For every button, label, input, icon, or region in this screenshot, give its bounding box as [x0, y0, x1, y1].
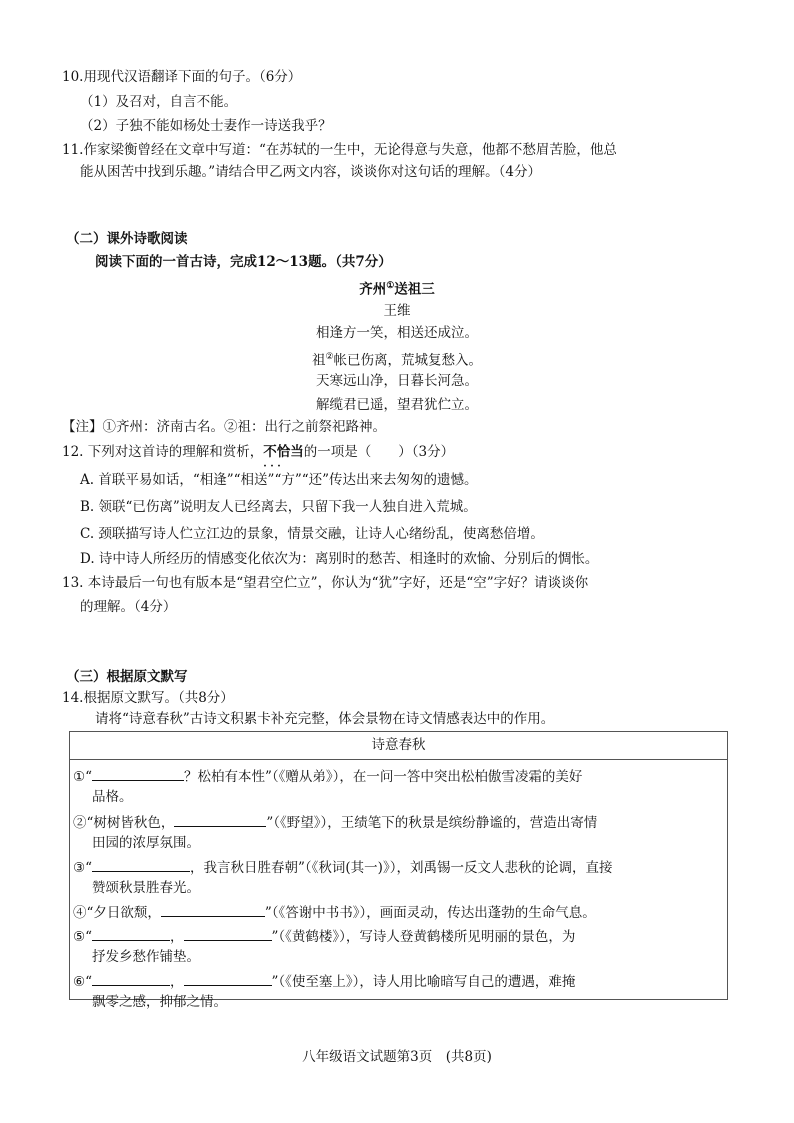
card-row-1: [73, 766, 582, 787]
card-row-5-text: ”（《黄鹤楼》），写诗人登黄鹤楼所见明丽的景色，为: [271, 929, 576, 945]
card-row-5-sep: ，: [170, 929, 184, 945]
card-row-1-start: ①“: [73, 769, 93, 785]
q10-item-2: （2）子独不能如杨处士妻作一诗送我乎？: [80, 118, 332, 134]
card-row-3: [73, 857, 612, 878]
poem-title-text-2: 送祖三: [394, 281, 435, 298]
q12-stem: [62, 442, 454, 462]
section2-title: （二）课外诗歌阅读: [66, 231, 188, 247]
blank-3[interactable]: [92, 857, 190, 872]
card-row-5: [73, 926, 575, 947]
poem-line-2-pre: 祖: [311, 352, 326, 369]
poem-line-1: 相逢方一笑，相送还成泣。: [316, 325, 478, 341]
poem-line-4: 解缆君已遥，望君犹伫立。: [316, 397, 478, 413]
q11-line-2: 能从困苦中找到乐趣。”请结合甲乙两文内容，谈谈你对这句话的理解。（4分）: [80, 164, 541, 180]
blank-6a[interactable]: [92, 971, 170, 986]
q10-item-1: （1）及召对，自言不能。: [80, 94, 238, 110]
card-row-2-cont: 田园的浓厚氛围。: [92, 835, 200, 851]
card-row-6-sep: ，: [170, 974, 184, 990]
note-mark-2: ②: [325, 352, 334, 362]
q12-stem-pre: 12. 下列对这首诗的理解和赏析，: [62, 444, 264, 460]
card-row-3-cont: 赞颂秋景胜春光。: [92, 880, 200, 896]
blank-4[interactable]: [161, 902, 265, 917]
poem-line-2-post: 帐已伤离，荒城复愁入。: [333, 352, 483, 369]
blank-6b[interactable]: [184, 971, 272, 986]
q12-emphasis: 不恰当 · · ·: [263, 444, 304, 460]
card-title: 诗意春秋: [70, 732, 727, 760]
q11-line-1: 11.作家梁衡曾经在文章中写道：“在苏轼的一生中，无论得意与失意，他都不愁眉苦脸，他总: [62, 142, 617, 158]
section3-title: （三）根据原文默写: [66, 669, 188, 685]
poem-line-2: [0, 347, 794, 371]
poem-title-text: 齐州: [359, 281, 387, 298]
poem-line-3: 天寒远山净，日暮长河急。: [316, 373, 478, 389]
card-row-5-start: ⑤“: [73, 929, 93, 945]
card-row-2-text: ”（《野望》），王绩笔下的秋景是缤纷静谧的，营造出寄情: [266, 815, 598, 831]
blank-5b[interactable]: [184, 926, 272, 941]
q12-option-c: C. 颈联描写诗人伫立江边的景象，情景交融，让诗人心绪纷乱，使离愁倍增。: [80, 526, 544, 542]
q13-line-2: 的理解。（4分）: [80, 599, 177, 615]
q12-option-a: A. 首联平易如话，“相逢”“相送”“方”“还”传达出来去匆匆的遗憾。: [80, 472, 478, 488]
card-row-4: [73, 902, 596, 923]
q12-option-d: D. 诗中诗人所经历的情感变化依次为：离别时的愁苦、相逢时的欢愉、分别后的惆怅。: [80, 551, 599, 567]
card-row-6-cont: 飘零之感，抑郁之情。: [92, 994, 227, 1010]
poem-note: 【注】①齐州：济南古名。②祖：出行之前祭祀路神。: [62, 419, 386, 435]
card-row-1-text: ？松柏有本性”（《赠从弟》），在一问一答中突出松柏傲雪凌霜的美好: [184, 769, 583, 785]
page-footer: 八年级语文试题第3页 (共8页): [302, 1049, 492, 1065]
blank-2[interactable]: [174, 812, 266, 827]
card-row-2: [73, 812, 597, 833]
q14-stem: 14.根据原文默写。（共8分）: [62, 690, 234, 706]
card-row-6-text: ”（《使至塞上》），诗人用比喻暗写自己的遭遇，难掩: [271, 974, 576, 990]
card-row-4-start: ④“夕日欲颓，: [73, 905, 161, 921]
blank-1[interactable]: [92, 766, 184, 781]
card-row-3-start: ③“: [73, 860, 93, 876]
card-row-3-text: ，我言秋日胜春朝”（《秋词(其一)》），刘禹锡一反文人悲秋的论调，直接: [190, 860, 613, 876]
poem-author: 王维: [383, 303, 411, 319]
card-row-5-cont: 抒发乡愁作铺垫。: [92, 949, 200, 965]
card-row-1-cont: 品格。: [92, 789, 133, 805]
card-row-4-text: ”（《答谢中书书》），画面灵动，传达出蓬勃的生命气息。: [264, 905, 596, 921]
poetry-card: [69, 731, 728, 1010]
q12-stem-post: 的一项是（ ）（3分）: [303, 444, 455, 460]
section2-instruction: 阅读下面的一首古诗，完成12～13题。（共7分）: [95, 254, 392, 270]
card-row-6: [73, 971, 575, 992]
q13-line-1: 13. 本诗最后一句也有版本是“望君空伫立”，你认为“犹”字好，还是“空”字好？请谈谈你: [62, 575, 589, 591]
q10-stem: 10.用现代汉语翻译下面的句子。（6分）: [62, 69, 302, 85]
q12-option-b: B. 领联“已伤离”说明友人已经离去，只留下我一人独自进入荒城。: [80, 499, 477, 515]
blank-5a[interactable]: [92, 926, 170, 941]
q14-instruction: 请将“诗意春秋”古诗文积累卡补充完整，体会景物在诗文情感表达中的作用。: [95, 711, 555, 727]
card-row-6-start: ⑥“: [73, 974, 93, 990]
card-row-2-start: ②“树树皆秋色，: [73, 815, 175, 831]
note-mark-1: ①: [386, 281, 395, 291]
poem-title: [0, 276, 794, 300]
